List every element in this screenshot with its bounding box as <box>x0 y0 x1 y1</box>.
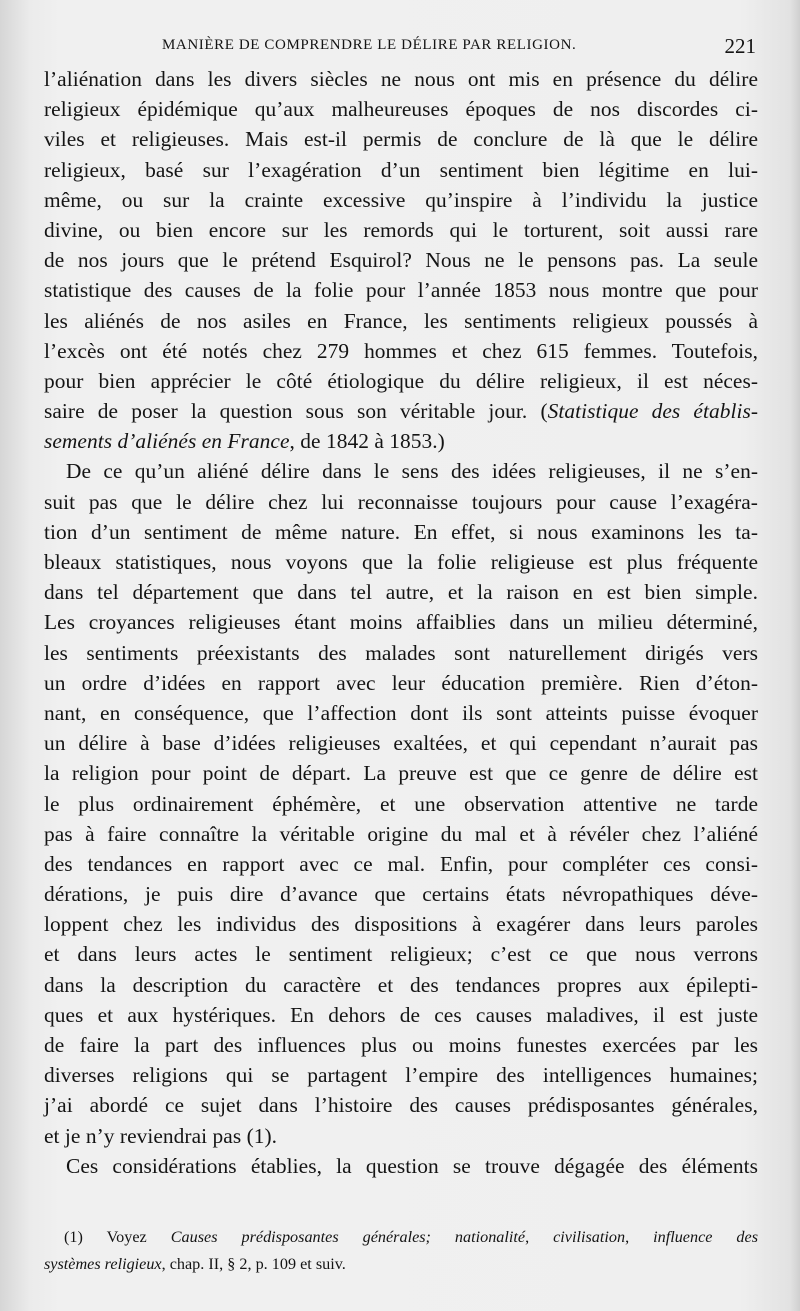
footnote-text: , <box>625 1228 654 1246</box>
text-line: dans la description du caractère et des tendances propres aux épilepti- <box>44 972 758 997</box>
text-line: ques et aux hystériques. En dehors de ces causes maladives, il est juste <box>44 1002 758 1027</box>
text-line: un délire à base d’idées religieuses exaltées, et qui cependant n’aurait pas <box>44 731 758 756</box>
text-line: pas à faire connaître la véritable origine du mal et à révéler chez l’aliéné <box>44 821 758 846</box>
text-fragment: saire de poser la question sous son véritable jour. ( <box>44 399 548 424</box>
body-text <box>44 64 758 1181</box>
page-number: 221 <box>724 34 756 58</box>
text-line: religieux, basé sur l’exagération d’un sentiment bien légitime en lui- <box>44 157 758 182</box>
text-line: l’aliénation dans les divers siècles ne nous ont mis en présence du délire <box>44 67 758 91</box>
footnote-line <box>44 1224 758 1251</box>
text-line: l’excès ont été notés chez 279 hommes et chez 615 femmes. Toutefois, <box>44 338 758 363</box>
text-line: religieux épidémique qu’aux malheureuses époques de nos discordes ci- <box>44 97 758 122</box>
paragraph-start: Ces considérations établies, la question se trouve dégagée des éléments <box>66 1153 758 1178</box>
footnote-text: (1) Voyez <box>64 1228 171 1246</box>
italic-reference: sements d’aliénés en France <box>44 429 290 454</box>
text-line: même, ou sur la crainte excessive qu’inspire à l’individu la justice <box>44 187 758 212</box>
text-line-with-reference <box>44 426 758 456</box>
text-fragment: , de 1842 à 1853.) <box>289 429 445 454</box>
text-line: j’ai abordé ce sujet dans l’histoire des causes prédisposantes générales, <box>44 1093 758 1118</box>
italic-reference: Statistique des établis- <box>547 399 758 424</box>
text-line: nant, en conséquence, que l’affection dont ils sont atteints puisse évoquer <box>44 700 758 725</box>
text-line: de faire la part des influences plus ou moins funestes exercées par les <box>44 1033 758 1057</box>
text-line: de nos jours que le prétend Esquirol? Nous ne le pensons pas. La seule <box>44 248 758 273</box>
footnote-italic: influence des <box>653 1228 759 1246</box>
text-line: la religion pour point de départ. La preuve est que ce genre de délire est <box>44 761 758 786</box>
footnote-italic: Causes prédisposantes générales; nationalité <box>170 1228 526 1246</box>
text-line: les aliénés de nos asiles en France, les sentiments religieux poussés à <box>44 308 758 333</box>
text-line: un ordre d’idées en rapport avec leur éducation première. Rien d’éton- <box>44 670 758 695</box>
text-line: viles et religieuses. Mais est-il permis de conclure de là que le délire <box>44 127 758 152</box>
text-line: le plus ordinairement éphémère, et une observation attentive ne tarde <box>44 791 758 816</box>
running-title: MANIÈRE DE COMPRENDRE LE DÉLIRE PAR RELIGION. <box>162 37 577 53</box>
footnote-text: , <box>525 1228 554 1246</box>
footnote-line <box>44 1251 758 1278</box>
text-line: pour bien apprécier le côté étiologique du délire religieux, il est néces- <box>44 368 758 393</box>
text-line: dans tel département que dans tel autre, et la raison en est bien simple. <box>44 580 758 605</box>
text-line: diverses religions qui se partagent l’empire des intelligences humaines; <box>44 1063 758 1088</box>
text-line: des tendances en rapport avec ce mal. Enfin, pour compléter ces consi- <box>44 851 758 876</box>
text-line: Les croyances religieuses étant moins affaiblies dans un milieu déterminé, <box>44 610 758 635</box>
text-line: bleaux statistiques, nous voyons que la folie religieuse est plus fréquente <box>44 550 758 574</box>
footnote <box>44 1224 758 1278</box>
running-head <box>44 34 756 58</box>
text-line: statistique des causes de la folie pour l’année 1853 nous montre que pour <box>44 278 758 303</box>
footnote-italic: civilisation <box>553 1228 626 1246</box>
text-line: les sentiments préexistants des malades sont naturellement dirigés vers <box>44 640 758 665</box>
text-line: tion d’un sentiment de même nature. En effet, si nous examinons les ta- <box>44 519 758 544</box>
text-line: dérations, je puis dire d’avance que certains états névropathiques déve- <box>44 882 758 907</box>
text-line: loppent chez les individus des dispositions à exagérer dans leurs paroles <box>44 912 758 937</box>
text-line: suit pas que le délire chez lui reconnaisse toujours pour cause l’exagéra- <box>44 489 758 514</box>
text-line: divine, ou bien encore sur les remords qui le torturent, soit aussi rare <box>44 217 758 242</box>
footnote-text: , chap. II, § 2, p. 109 et suiv. <box>161 1255 346 1273</box>
text-line: et dans leurs actes le sentiment religieux; c’est ce que nous verrons <box>44 942 758 967</box>
text-line-with-reference <box>44 396 758 426</box>
paragraph-start: De ce qu’un aliéné délire dans le sens des idées religieuses, il ne s’en- <box>66 459 758 484</box>
footnote-italic: systèmes religieux <box>44 1255 162 1273</box>
text-line: et je n’y reviendrai pas (1). <box>44 1123 278 1148</box>
